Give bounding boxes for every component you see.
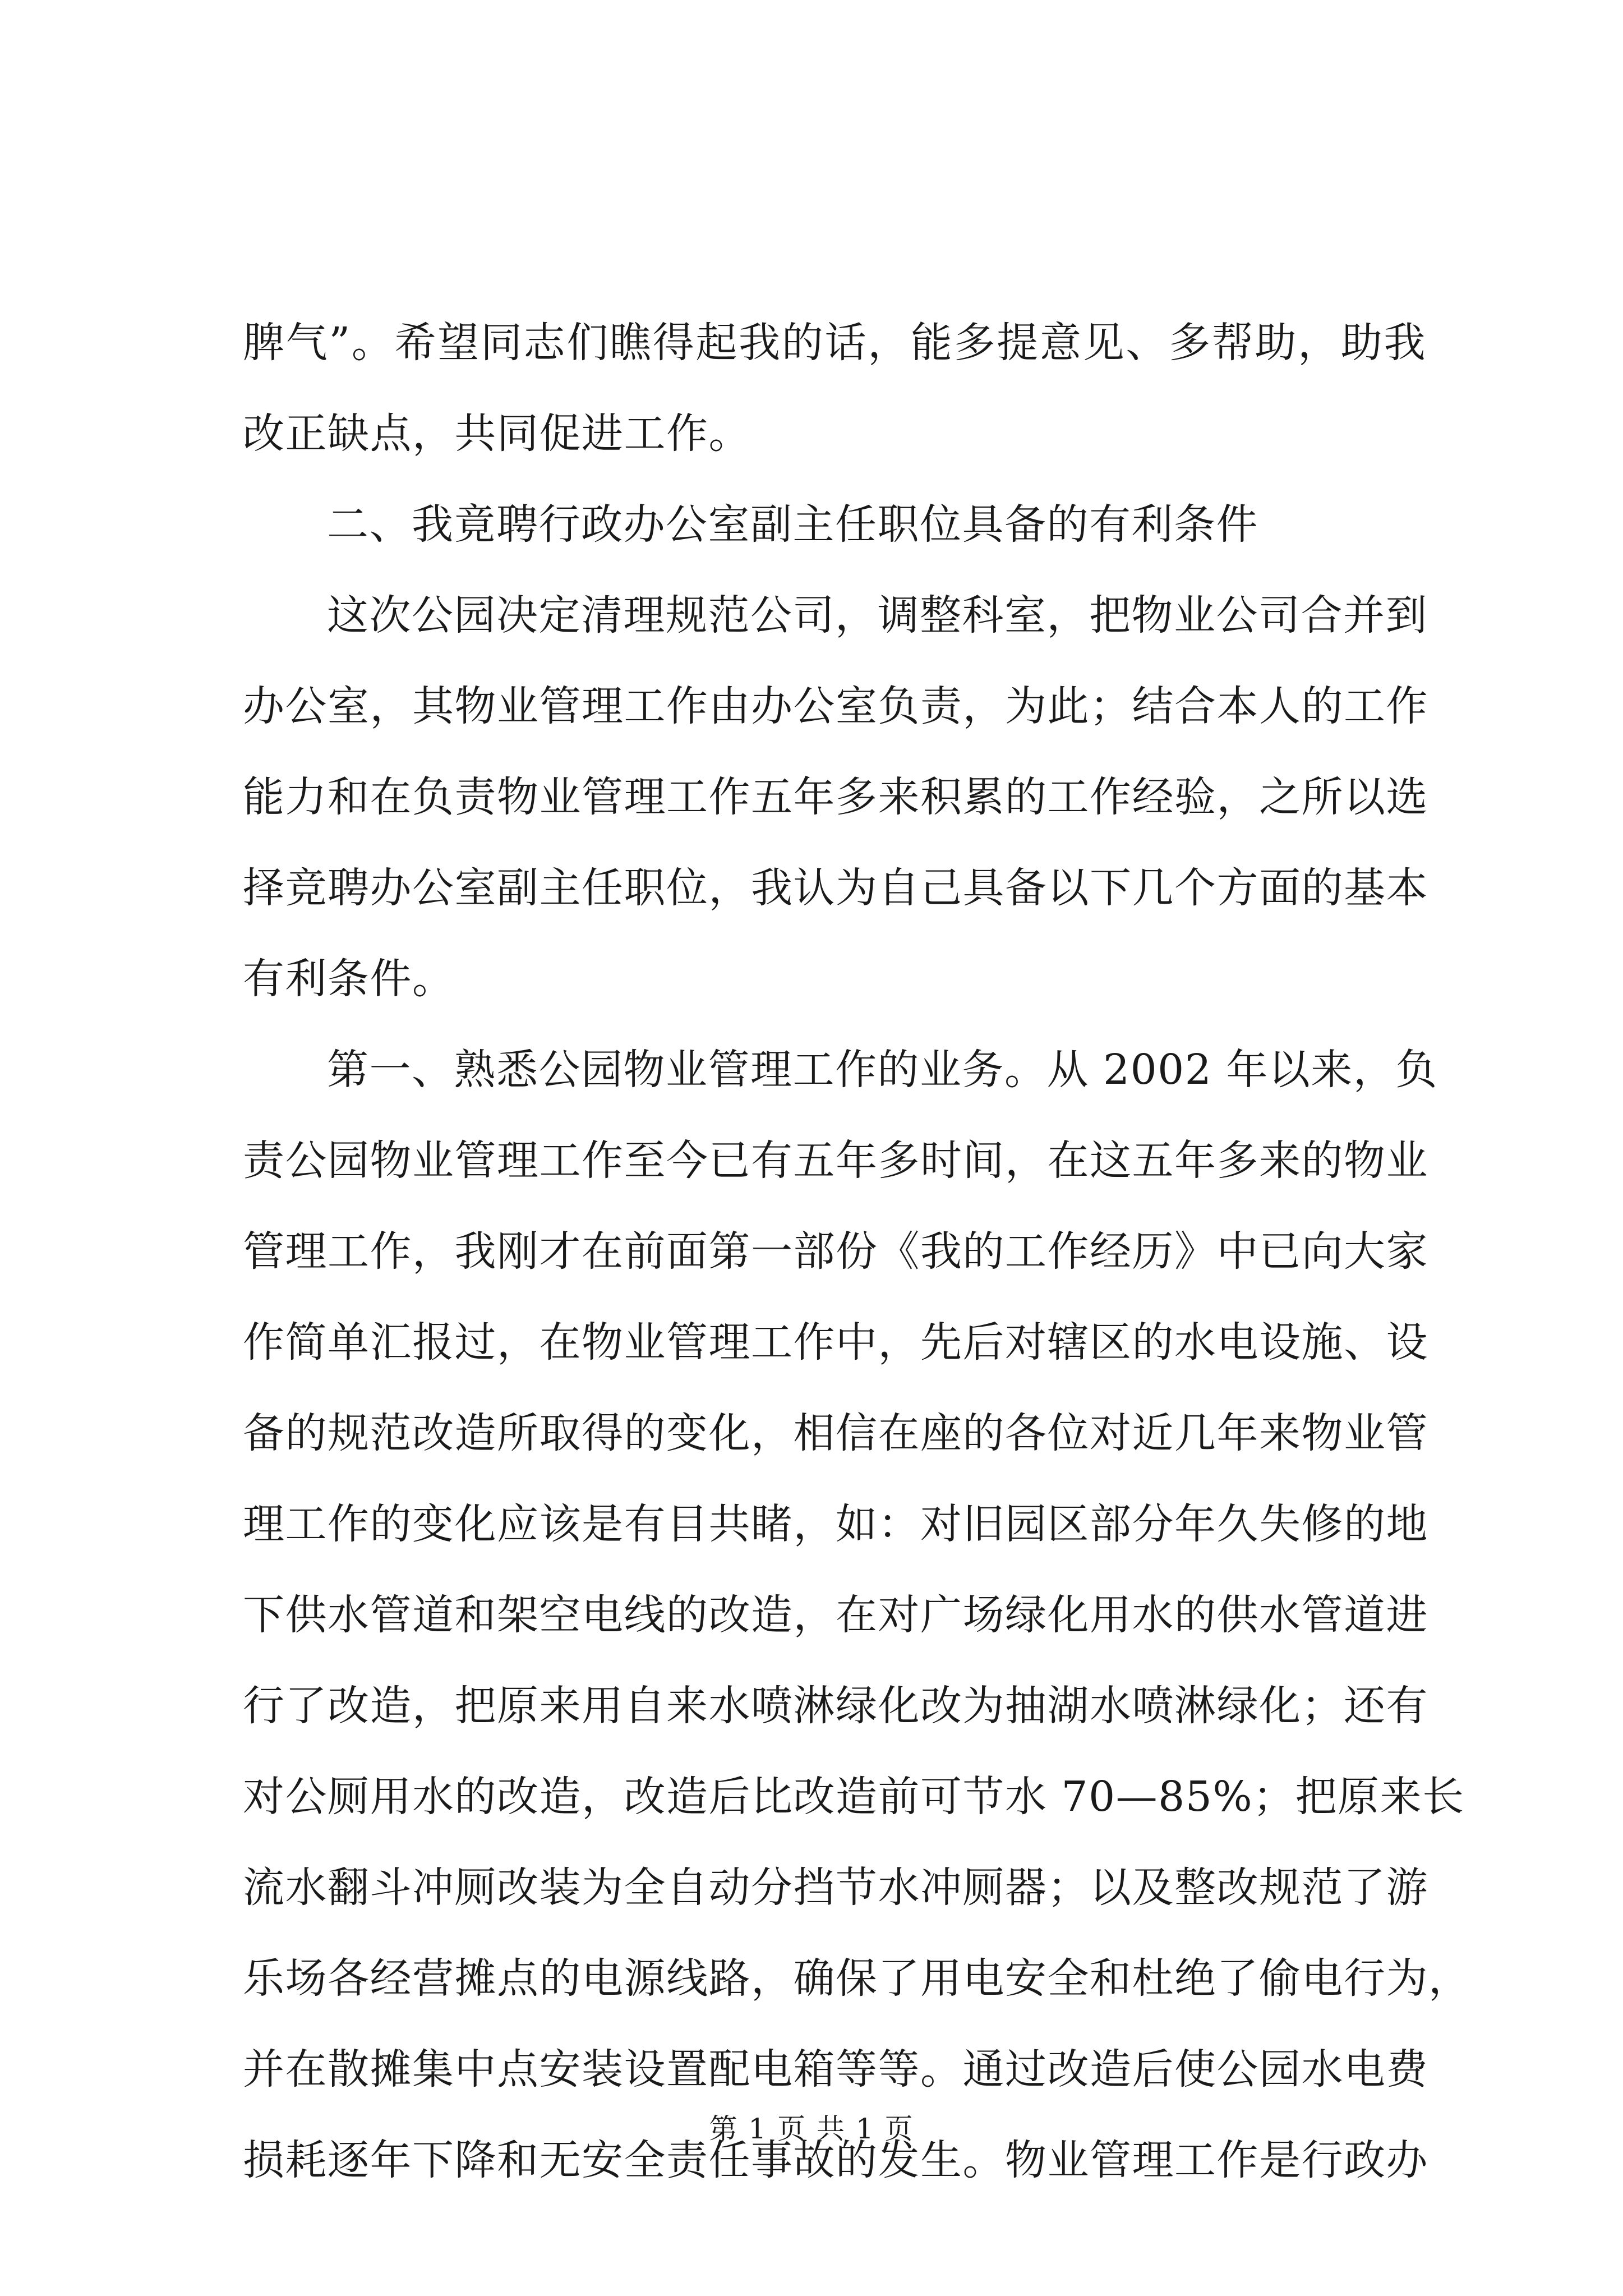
text-line: 择竞聘办公室副主任职位，我认为自己具备以下几个方面的基本	[243, 864, 1428, 912]
page-footer: 第 1 页 共 1 页	[709, 2113, 914, 2145]
text-line: 行了改造，把原来用自来水喷淋绿化改为抽湖水喷淋绿化；还有	[243, 1682, 1428, 1730]
text-line: 并在散摊集中点安装设置配电箱等等。通过改造后使公园水电费	[243, 2045, 1428, 2093]
text-line: 理工作的变化应该是有目共睹，如：对旧园区部分年久失修的地	[243, 1500, 1428, 1548]
text-line: 管理工作，我刚才在前面第一部份《我的工作经历》中已向大家	[243, 1227, 1428, 1276]
text-line: 责公园物业管理工作至今已有五年多时间，在这五年多来的物业	[243, 1137, 1428, 1185]
text-line: 作简单汇报过，在物业管理工作中，先后对辖区的水电设施、设	[243, 1318, 1428, 1366]
text-line: 备的规范改造所取得的变化，相信在座的各位对近几年来物业管	[243, 1409, 1428, 1457]
section-heading: 二、我竟聘行政办公室副主任职位具备的有利条件	[327, 500, 1258, 549]
text-line: 下供水管道和架空电线的改造，在对广场绿化用水的供水管道进	[243, 1591, 1428, 1639]
text-line: 对公厕用水的改造，改造后比改造前可节水 70—85%；把原来长	[243, 1773, 1465, 1821]
text-line: 脾气”。希望同志们瞧得起我的话，能多提意见、多帮助，助我	[243, 319, 1426, 367]
text-line: 流水翻斗冲厕改装为全自动分挡节水冲厕器；以及整改规范了游	[243, 1864, 1428, 1912]
text-line: 损耗逐年下降和无安全责任事故的发生。物业管理工作是行政办	[243, 2136, 1428, 2184]
text-line: 改正缺点，共同促进工作。	[243, 409, 751, 458]
paragraph-start-line: 这次公园决定清理规范公司，调整科室，把物业公司合并到	[327, 591, 1428, 639]
body-text	[243, 297, 1471, 2206]
text-line: 办公室，其物业管理工作由办公室负责，为此；结合本人的工作	[243, 682, 1428, 730]
text-line: 能力和在负责物业管理工作五年多来积累的工作经验，之所以选	[243, 773, 1428, 821]
text-line: 乐场各经营摊点的电源线路，确保了用电安全和杜绝了偷电行为，	[243, 1954, 1471, 2003]
text-line: 有利条件。	[243, 955, 455, 1003]
paragraph-start-line: 第一、熟悉公园物业管理工作的业务。从 2002 年以来，负	[327, 1046, 1438, 1094]
